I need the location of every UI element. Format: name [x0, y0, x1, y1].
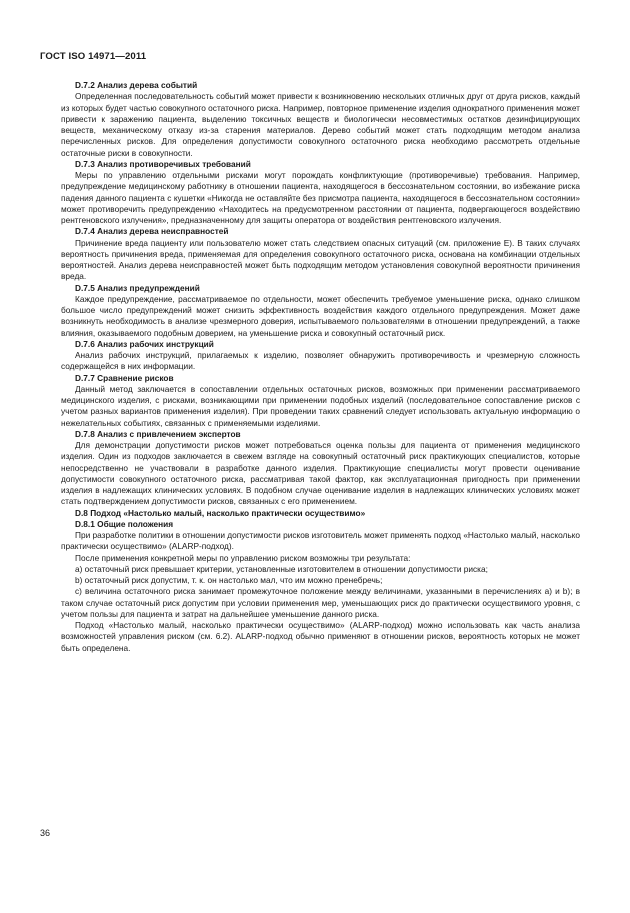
section-heading: D.7.8 Анализ с привлечением экспертов — [75, 428, 241, 439]
paragraph: Подход «Настолько малый, насколько практически осуществимо» (ALARP-подход) можно использовать как часть анализа возможностей управления риском (см. 6.2). ALARP-подход обычно применяют в отношении рисков, вероятность которых не может быть определена. — [61, 620, 580, 653]
document-body — [61, 80, 580, 654]
paragraph: При разработке политики в отношении допустимости рисков изготовитель может применять подход «Настолько малый, насколько практически осуществимо» (ALARP-подход). — [61, 530, 580, 552]
section-heading: D.7.5 Анализ предупреждений — [75, 282, 200, 293]
section-heading: D.7.4 Анализ дерева неисправностей — [75, 226, 229, 237]
section-heading: D.7.7 Сравнение рисков — [75, 372, 174, 383]
paragraph: Меры по управлению отдельными рисками могут порождать конфликтующие (противоречивые) требования. Например, предупреждение медицинскому работнику в отношении пациента, находящегося в бессознательном состоянии, во избежание риска падения данного пациента с кушетки «Никогда не оставляйте без присмотра пациента, находящегося в бессознательном состоянии» может противоречить предупреждению «Находитесь на предусмотренном расстоянии от пациента, подвергающегося воздействию рентгеновского излучения», предназначенному для защиты оператора от воздействия рентгеновского излучения. — [61, 170, 580, 225]
section-heading: D.7.6 Анализ рабочих инструкций — [75, 338, 214, 349]
paragraph: Анализ рабочих инструкций, прилагаемых к изделию, позволяет обнаружить противоречивость и чрезмерную сложность содержащейся в них информации. — [61, 350, 580, 372]
page-number: 36 — [40, 828, 51, 838]
paragraph: После применения конкретной меры по управлению риском возможны три результата: — [75, 552, 411, 563]
paragraph: а) остаточный риск превышает критерии, установленные изготовителем в отношении допустимости риска; — [75, 563, 488, 574]
paragraph: Определенная последовательность событий может привести к возникновению нескольких отличных друг от друга рисков, каждый из которых будет частью совокупного остаточного риска. Например, повторное применение изделия однократного применения может привести к заражению пациента, выделению токсичных веществ и биологически несовместимых остатков дезинфицирующих веществ, механическому отказу из-за старения материалов. Дерево событий может стать подходящим методом анализа перечисленных рисков. Для определения допустимости совокупного остаточного риска необходимо рассмотреть отдельные остаточные риски в совокупности. — [61, 91, 580, 158]
paragraph: Для демонстрации допустимости рисков может потребоваться оценка пользы для пациента от применения медицинского изделия. Один из подходов заключается в свежем взгляде на совокупный остаточный риск практикующих специалистов, которые непосредственно не участвовали в разработке данного изделия. Практикующие специалисты могут провести оценивание допустимости совокупного остаточного риска, рассматривая такой фактор, как эксплуатационная пригодность при применении изделия в надлежащих клинических условиях. В подобном случае оценивание изделия в надлежащих клинических условиях может стать подтверждением допустимости рисков, связанных с его применением. — [61, 440, 580, 507]
section-heading: D.7.2 Анализ дерева событий — [75, 80, 198, 90]
paragraph: Причинение вреда пациенту или пользователю может стать следствием опасных ситуаций (см. приложение Е). В таких случаях вероятность причинения вреда, применяемая для определения совокупного остаточного риска, основана на комбинации отдельных вероятностей. Анализ дерева неисправностей может быть подходящим методом установления совокупной вероятности причинения вреда. — [61, 237, 580, 282]
paragraph: Данный метод заключается в сопоставлении отдельных остаточных рисков, возможных при применении рассматриваемого медицинского изделия, с рисками, возникающими при применении подобных изделий (последовательное сопоставление рисков с учетом разных вариантов применения изделия). При проведении таких сравнений следует использовать актуальную информацию о нежелательных событиях, связанных с применяемыми изделиями. — [61, 383, 580, 428]
section-heading: D.8.1 Общие положения — [75, 518, 174, 529]
paragraph: Каждое предупреждение, рассматриваемое по отдельности, может обеспечить требуемое уменьшение риска, однако слишком большое число предупреждений может снизить эффективность воздействия каждого отдельного предупреждения. Может даже возникнуть необходимость в анализе чрезмерного доверия, испытываемого пользователями в отношении предупреждений, а также влияния, оказываемого подобным доверием, на уменьшение риска и совокупный остаточный риск. — [61, 293, 580, 338]
paragraph: с) величина остаточного риска занимает промежуточное положение между величинами, указанными в перечислениях а) и b); в таком случае остаточный риск допустим при условии применения мер, уменьшающих риск до практически осуществимого уровня, с учетом пользы для пациента и затрат на дальнейшее уменьшение данного риска. — [61, 586, 580, 619]
paragraph: b) остаточный риск допустим, т. к. он настолько мал, что им можно пренебречь; — [75, 575, 383, 585]
section-heading: D.8 Подход «Настолько малый, насколько практически осуществимо» — [75, 507, 366, 518]
section-heading: D.7.3 Анализ противоречивых требований — [75, 158, 251, 169]
document-header: ГОСТ ISO 14971—2011 — [40, 51, 147, 62]
